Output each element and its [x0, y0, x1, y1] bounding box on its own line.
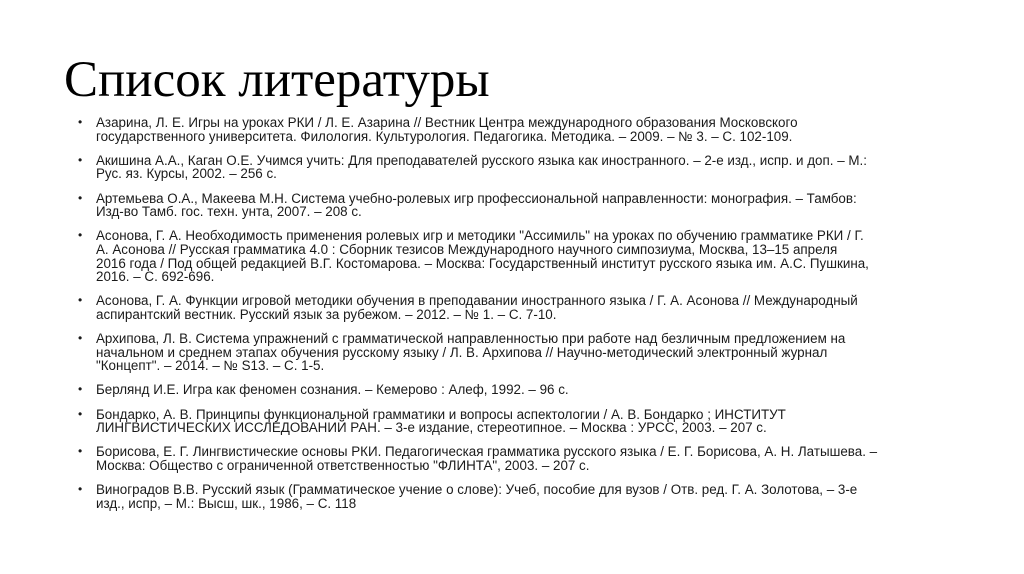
reference-item [78, 154, 998, 181]
reference-line: Асонова, Г. А. Функции игровой методики обучения в преподавании иностранного языка / Г. А. Асонова // Международный [96, 293, 858, 309]
reference-line: Артемьева О.А., Макеева М.Н. Система учебно-ролевых игр профессиональной направленности: монография. – Тамбов: [96, 190, 857, 206]
reference-line: государственного университета. Филология. Культурология. Педагогика. Методика. – 2009. – № 3. – С. 102-109. [96, 128, 793, 144]
reference-line: ЛИНГВИСТИЧЕСКИХ ИССЛЕДОВАНИЙ РАН. – 3-е издание, стереотипное. – Москва : УРСС, 2003. – 207 с. [96, 420, 767, 436]
reference-item [78, 229, 998, 283]
reference-line: Виноградов В.В. Русский язык (Грамматическое учение о слове): Учеб, пособие для вузов / Отв. ред. Г. А. Золотова, – 3-е [96, 482, 858, 498]
reference-line: Москва: Общество с ограниченной ответственностью "ФЛИНТА", 2003. – 207 с. [96, 458, 590, 474]
bullet-icon: • [78, 293, 83, 308]
reference-line: "Концепт". – 2014. – № S13. – С. 1-5. [96, 358, 325, 374]
bullet-icon: • [78, 152, 83, 167]
bullet-icon: • [78, 482, 83, 497]
reference-line: Акишина А.А., Каган О.Е. Учимся учить: Для преподавателей русского языка как иностранного. – 2-е изд., испр. и доп. – М.: [96, 152, 867, 168]
bullet-icon: • [78, 444, 83, 459]
reference-item [78, 408, 998, 435]
reference-item [78, 332, 998, 373]
reference-line: Архипова, Л. В. Система упражнений с грамматической направленностью при работе над безличным предложением на [96, 331, 846, 347]
reference-line: Азарина, Л. Е. Игры на уроках РКИ / Л. Е. Азарина // Вестник Центра международного образования Московского [96, 115, 798, 130]
reference-line: Борисова, Е. Г. Лингвистические основы РКИ. Педагогическая грамматика русского языка / Е. Г. Борисова, А. Н. Латышева. – [96, 444, 878, 460]
reference-line: начальном и среднем этапах обучения русскому языку / Л. В. Архипова // Научно-методический электронный журнал [96, 344, 828, 360]
reference-line: 2016. – С. 692-696. [96, 269, 215, 285]
reference-line: изд., испр, – М.: Высш, шк., 1986, – С. 118 [96, 495, 357, 511]
bullet-icon: • [78, 331, 83, 346]
bullet-icon: • [78, 190, 83, 205]
reference-list [78, 116, 998, 521]
reference-line: Бондарко, А. В. Принципы функциональной грамматики и вопросы аспектологии / А. В. Бондарко ; ИНСТИТУТ [96, 406, 786, 422]
reference-item [78, 445, 998, 472]
bullet-icon: • [78, 228, 83, 243]
reference-line: Берлянд И.Е. Игра как феномен сознания. – Кемерово : Алеф, 1992. – 96 с. [96, 382, 569, 398]
reference-line: Рус. яз. Курсы, 2002. – 256 с. [96, 166, 277, 182]
reference-line: 2016 года / Под общей редакцией В.Г. Костомарова. – Москва: Государственный институт русского языка им. А.С. Пушкина, [96, 255, 869, 271]
reference-item [78, 483, 998, 510]
slide-title: Список литературы [64, 52, 490, 108]
bullet-icon: • [78, 406, 83, 421]
bullet-icon: • [78, 115, 83, 129]
reference-line: Изд-во Тамб. гос. техн. унта, 2007. – 208 с. [96, 204, 362, 220]
reference-line: аспирантский вестник. Русский язык за рубежом. – 2012. – № 1. – С. 7-10. [96, 306, 557, 322]
reference-line: А. Асонова // Русская грамматика 4.0 : Сборник тезисов Международного научного симпозиума, Москва, 13–15 апреля [96, 241, 838, 257]
reference-item [78, 192, 998, 219]
bullet-icon: • [78, 382, 83, 397]
reference-line: Асонова, Г. А. Необходимость применения ролевых игр и методики "Ассимиль" на уроках по обучению грамматике РКИ / Г. [96, 228, 864, 244]
reference-item [78, 383, 998, 397]
reference-item [78, 294, 998, 321]
reference-item [78, 116, 998, 143]
